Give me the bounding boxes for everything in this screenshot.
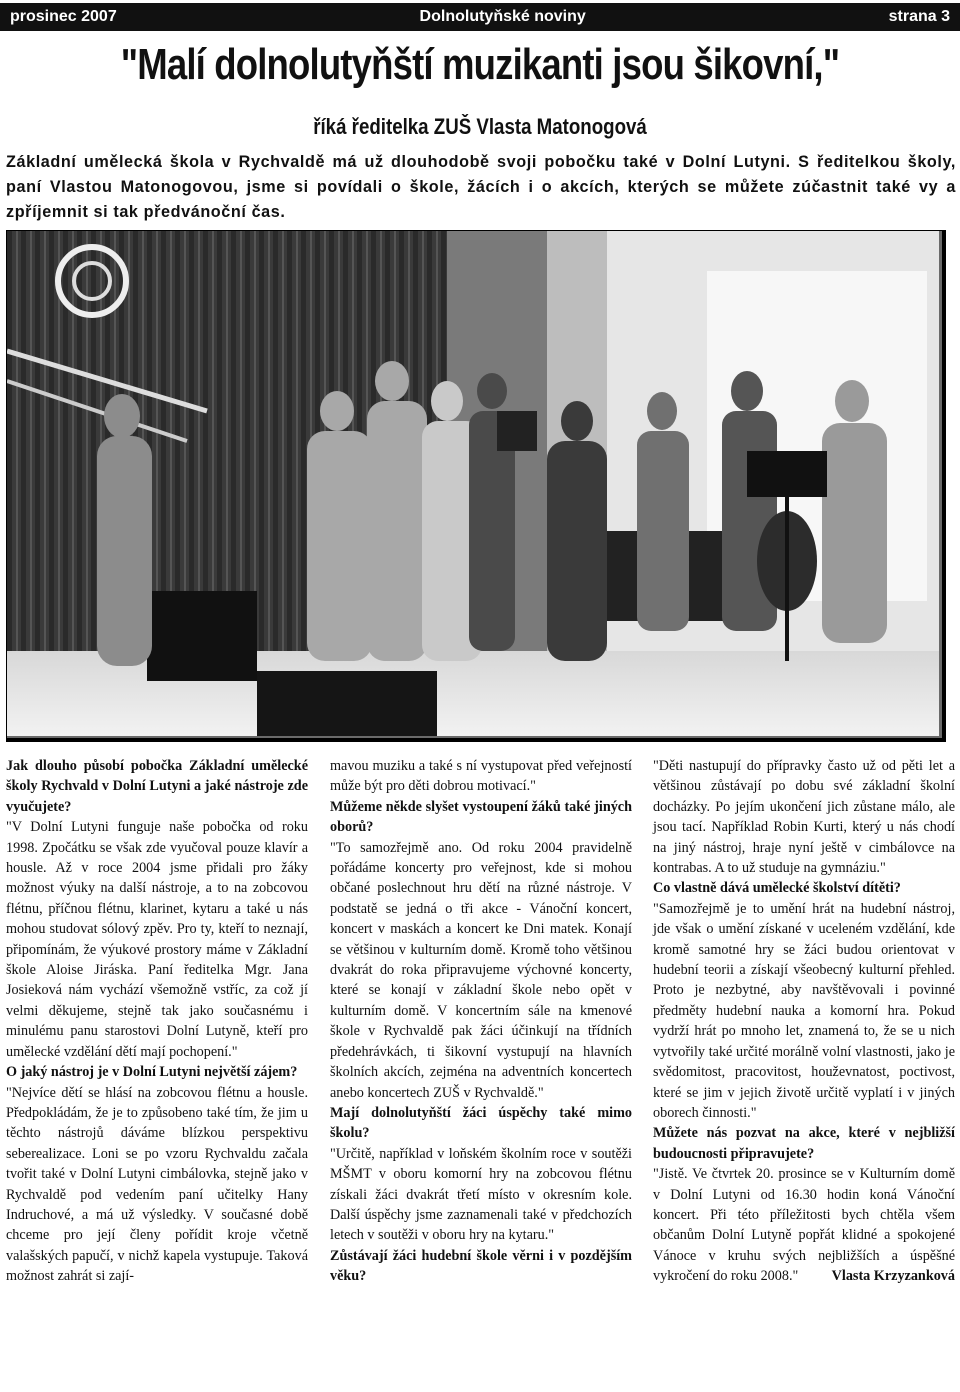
interview-answer: "Určitě, například v loňském školním roce v soutěži MŠMT v oboru komorní hry na zobcovou flétnu získali žáci dvakrát třetí místo v okresním kole. Další úspěchy jsme zaznamenali také v předchozích letech v soutěži v oboru hry na kytaru.": [330, 1145, 632, 1244]
concert-photo: [6, 230, 946, 742]
interview-question: Můžete nás pozvat na akce, které v nejbližší budoucnosti připravujete?: [653, 1125, 955, 1162]
page-header: [0, 3, 960, 31]
interview-answer: "Nejvíce dětí se hlásí na zobcovou flétnu a housle. Předpokládám, že je to způsobeno také tím, že jim u těchto nástrojů dáváme blízkou perspektivu seberealizace. Loni se po vzoru Rychvaldu začala tvořit také v Dolní Lutyni cimbálovka, stejně jako v Rychvaldě pod vedením paní učitelky Hany Indruchové, a má už výsledky. V současné době chceme pro její členy pořídit kroje včetně valašských papučí, v nichž kapela vystupuje. Taková možnost zahrát si zají-: [6, 1084, 308, 1285]
interview-answer-text: "Jistě. Ve čtvrtek 20. prosince se v Kulturním domě v Dolní Lutyni od 16.30 hodin koná Vánoční koncert. Při této příležitosti bych chtěla všem občanům Dolní Lutyně popřát klidné a spokojené Vánoce v kruhu svých nejbližších a úspěšné vykročení do roku 2008.": [653, 1166, 955, 1285]
interview-question: O jaký nástroj je v Dolní Lutyni největší zájem?: [6, 1064, 298, 1081]
interview-question: Můžeme někde slyšet vystoupení žáků také jiných oborů?: [330, 798, 632, 836]
article-author: Vlasta Krzyzanková: [831, 1268, 955, 1285]
page-number: strana 3: [888, 8, 950, 25]
interview-answer: "To samozřejmě ano. Od roku 2004 pravidelně pořádáme koncerty pro veřejnost, kde si mohou občané poslechnout hru dětí na různé nástroje. V podstatě se jedná o tři akce - Vánoční koncert, koncert v maskách a koncert ke Dni matek. Konají se většinou v kulturním domě. Kromě toho většinou dvakrát do roka připravujeme výchovné koncerty, které se konají v základní škole nebo opět v kulturním domě. V koncertním sále na kmenové škole v Rychvaldě pak žáci účinkují na třídních předehrávkách, ti šikovní vystupují na hlavních školních akcích, zejména na adventních koncertech anebo koncertech ZUŠ v Rychvaldě.": [330, 839, 632, 1101]
interview-answer: mavou muziku a také s ní vystupovat před veřejností může být pro děti dobrou motivací.": [330, 758, 632, 795]
subheadline: říká ředitelka ZUŠ Vlasta Matonogová: [313, 114, 647, 139]
newspaper-name: Dolnolutyňské noviny: [419, 8, 586, 25]
interview-answer: "Samozřejmě je to umění hrát na hudební nástroj, jde však o umění získané v uceleném vzdělání, kde kromě samotné hry se žáci budou orientovat v hudební teorii a získají všeobecný kulturní přehled. Proto je nezbytné, aby navštěvovali i povinné předměty hudební nauka a komorní hra. Pokud vydrží hrát po mnoho let, znamená to, že se u nich vytvořily také určité morálně volní vlastnosti, jako je svědomitost, pracovitost, houževnatost, poctivost, které se jim v jejich životě určitě vyplatí i v jiných oborech činnosti.": [653, 900, 955, 1121]
interview-question: Zůstávají žáci hudební škole věrni i v pozdějším věku?: [330, 1247, 632, 1285]
article-column-2: [330, 756, 632, 1287]
headline: "Malí dolnolutyňští muzikanti jsou šikovní,": [120, 40, 840, 89]
lead-paragraph: Základní umělecká škola v Rychvaldě má už dlouhodobě svoji pobočku také v Dolní Lutyni. S ředitelkou školy, paní Vlastou Matonogovou, jsme si povídali o škole, žácích i o akcích, kterých se můžete zúčastnit také vy a zpříjemnit si tak předvánoční čas.: [6, 153, 956, 221]
interview-question: Jak dlouho působí pobočka Základní umělecké školy Rychvald v Dolní Lutyni a jaké nástroje zde vyučujete?: [6, 758, 308, 815]
interview-question: Co vlastně dává umělecké školství dítěti?: [653, 880, 901, 897]
interview-answer: "Děti nastupují do přípravky často už od pěti let a většinou zůstávají po dobu své základní školní docházky. Po jejím ukončení jich zůstane málo, ale jsou tací. Například Robin Kurti, který u nás chodí na jiný nástroj, hraje nyní ještě v cimbálovce na kontrabas. A to už studuje na gymnáziu.": [653, 758, 955, 877]
interview-question: Mají dolnolutyňští žáci úspěchy také mimo školu?: [330, 1104, 632, 1142]
article-column-1: [6, 756, 308, 1287]
interview-answer: "V Dolní Lutyni funguje naše pobočka od roku 1998. Zpočátku se však zde vyučoval pouze klavír a housle. Až v roce 2004 jsme přidali pro žáky možnost výuky na další nástroje, a to na zobcovou flétnu, příčnou flétnu, klarinet, kytaru a také u nás mohou studovat sólový zpěv. Pro ty, kteří to neznají, připomínám, že výukové prostory máme v Základní škole Aloise Jiráska. Paní ředitelka Mgr. Jana Josieková nám vychází všemožně vstříc, za což jí velmi děkujeme, stejně tak jako současnému i minulému panu starostovi Dolní Lutyně, kteří pro umělecké vzdělání dětí mají pochopení.": [6, 819, 308, 1060]
article-column-3: [653, 756, 955, 1287]
concert-photo-icon: [7, 231, 939, 736]
issue-date: prosinec 2007: [10, 8, 117, 25]
interview-answer: [653, 1164, 955, 1286]
